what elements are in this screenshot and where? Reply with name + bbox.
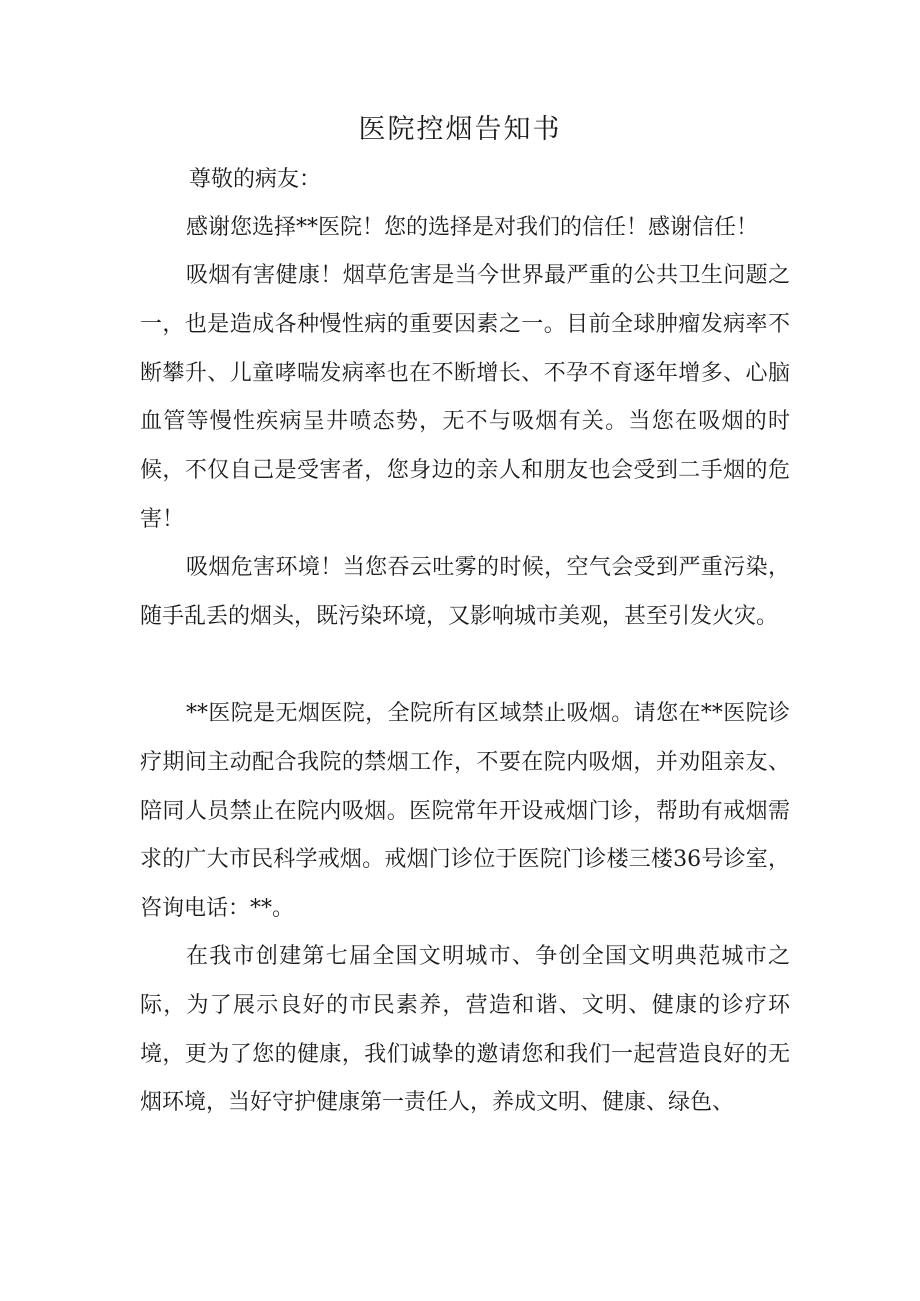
document-title: 医院控烟告知书 — [358, 114, 562, 145]
paragraph-thanks: 感谢您选择**医院！您的选择是对我们的信任！感谢信任！ — [186, 215, 759, 240]
paragraph-environment-harm: 吸烟危害环境！当您吞云吐雾的时候，空气会受到严重污染，随手乱丢的烟头，既污染环境，又影响城市美观，甚至引发火灾。 — [140, 555, 790, 629]
salutation: 尊敬的病友： — [189, 167, 322, 192]
paragraph-health-harm: 吸烟有害健康！烟草危害是当今世界最严重的公共卫生问题之一，也是造成各种慢性病的重要因素之一。目前全球肿瘤发病率不断攀升、儿童哮喘发病率也在不断增长、不孕不育逐年增多、心脑血管等慢性疾病呈井喷态势，无不与吸烟有关。当您在吸烟的时候，不仅自己是受害者，您身边的亲人和朋友也会受到二手烟的危害！ — [140, 263, 790, 532]
paragraph-smoke-free-hospital: **医院是无烟医院，全院所有区域禁止吸烟。请您在**医院诊疗期间主动配合我院的禁烟工作，不要在院内吸烟，并劝阻亲友、陪同人员禁止在院内吸烟。医院常年开设戒烟门诊，帮助有戒烟需求的广大市民科学戒烟。戒烟门诊位于医院门诊楼三楼36号诊室，咨询电话：**。 — [140, 701, 790, 922]
paragraph-civilized-city: 在我市创建第七届全国文明城市、争创全国文明典范城市之际，为了展示良好的市民素养，营造和谐、文明、健康的诊疗环境，更为了您的健康，我们诚挚的邀请您和我们一起营造良好的无烟环境，当好守护健康第一责任人，养成文明、健康、绿色、 — [140, 944, 790, 1116]
